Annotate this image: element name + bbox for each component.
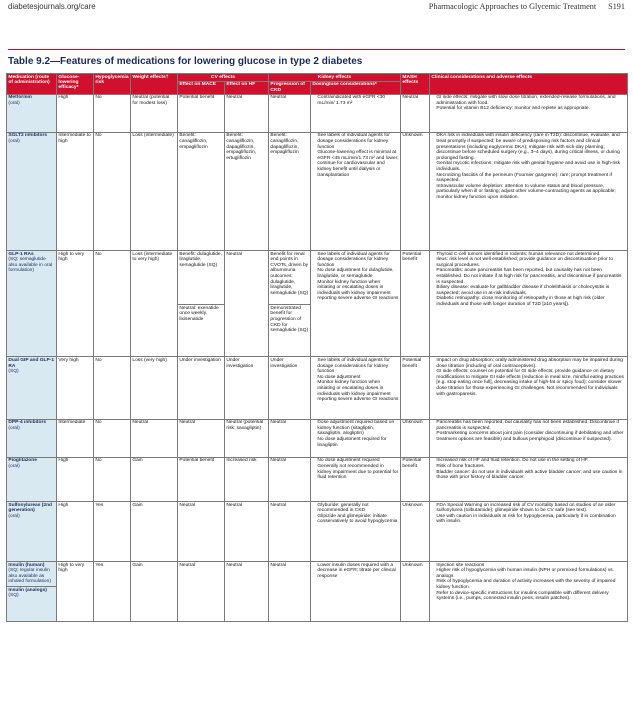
table-title: Table 9.2—Features of medications for lowering glucose in type 2 diabetes [8, 56, 363, 67]
medication-subrow [7, 586, 56, 599]
efficacy-cell: Intermediate to high [57, 132, 94, 250]
efficacy-cell: Very high [57, 357, 94, 419]
col-mace: Effect on MACE [178, 81, 225, 94]
col-mash: MASH effects [401, 74, 430, 95]
list-item: • Intravascular volume depletion: attention to volume status and blood pressure, particularly when ill or fasting; adjust other volume-contracting agents as applicable; monitor kidney function upon initiation. [436, 184, 625, 201]
medication-cell [7, 357, 57, 419]
hypoglycemia-cell: No [94, 357, 131, 419]
col-dosing: Dosing/use considerations* [311, 81, 401, 94]
hf-cell: Neutral [225, 562, 269, 622]
mace-cell: Benefit: dulaglutide, liraglutide, semaglutide (SQ) [178, 250, 225, 304]
table-row [7, 501, 628, 561]
hf-cell: Neutral (potential risk: saxagliptin) [225, 419, 269, 457]
medication-route: (SQ) [8, 593, 19, 599]
medication-cell [7, 457, 57, 501]
ckd-cell: Benefit for renal end points in CVOTs, driven by albuminuria outcomes: dulaglutide, liraglutide, semaglutide (SQ) [269, 250, 311, 304]
list-item: • See labels of individual agents for dosage considerations for kidney function [317, 133, 398, 150]
medication-route: (oral) [8, 138, 20, 144]
list-item: • Necrotizing fasciitis of the perineum (Fournier gangrene): rare; prompt treatment if suspected. [436, 173, 625, 184]
mash-cell: Unknown [401, 419, 430, 457]
col-group-kidney: Kidney effects [269, 74, 401, 82]
clinical-cell [430, 94, 628, 132]
list-item: • Diabetic retinopathy: close monitoring of retinopathy in those at high risk (older individuals and those with longer duration of T2D [≥10 years]). [436, 296, 625, 307]
ckd-cell: Benefit: canagliflozin, dapagliflozin, empagliflozin [269, 132, 311, 250]
medications-table-wrap [6, 73, 627, 622]
mash-cell: Potential benefit [401, 457, 430, 501]
clinical-cell [430, 357, 628, 419]
clinical-cell [430, 501, 628, 561]
medication-route: (SQ) [8, 369, 19, 375]
clinical-cell [430, 419, 628, 457]
list-item: • Postmarketing concerns about joint pain (consider discontinuing if debilitating and other treatment options are feasible) and bullous pemphigoid (discontinue if suspected). [436, 431, 625, 442]
mash-cell: Unknown [401, 562, 430, 622]
medication-cell [7, 94, 57, 132]
list-item: • Contraindicated with eGFR <30 mL/min/ 1.73 m² [317, 95, 398, 106]
medication-route: (oral) [8, 513, 20, 519]
title-rule [8, 49, 625, 50]
list-item: • FDA Special Warning on increased risk of CV mortality based on studies of an older sulfonylurea (tolbutamide); glimepiride shown to be CV safe (see text). [436, 503, 625, 514]
dosing-cell [311, 501, 401, 561]
list-item: • Impact on drug absorption: orally administered drug absorption may be impaired during dose titration (including of oral contraceptives). [436, 358, 625, 369]
dosing-cell [311, 250, 401, 356]
medications-table [6, 73, 628, 622]
list-item: • Thyroid C-cell tumors identified in rodents; human relevance not determined. [436, 252, 625, 258]
page-number: S191 [608, 2, 625, 11]
list-item: • Potential for vitamin B12 deficiency: monitor and replete as appropriate. [436, 106, 625, 112]
list-item: • Genital mycotic infections: mitigate risk with genital hygiene and avoid use in high-risk individuals. [436, 161, 625, 172]
hf-cell: Neutral [225, 501, 269, 561]
medication-cell [7, 132, 57, 250]
page-header [8, 2, 625, 14]
dosing-cell [311, 457, 401, 501]
list-item: • Bladder cancer: do not use in individuals with active bladder cancer, and use caution in those with prior history of bladder cancer. [436, 470, 625, 481]
medication-name: Pioglitazone [8, 458, 37, 464]
dosing-cell [311, 132, 401, 250]
ckd-cell: Demonstrated benefit for progression of CKD for semaglutide (SQ) [269, 305, 311, 357]
medication-cell [7, 250, 57, 356]
table-row [7, 94, 628, 132]
hf-cell: Under investigation [225, 357, 269, 419]
weight-cell: Gain [131, 562, 178, 622]
running-header [429, 2, 625, 11]
weight-cell: Neutral (potential for modest loss) [131, 94, 178, 132]
medication-cell [7, 419, 57, 457]
hypoglycemia-cell: Yes [94, 501, 131, 561]
hypoglycemia-cell: No [94, 94, 131, 132]
mace-cell: Neutral [178, 501, 225, 561]
table-row [7, 357, 628, 419]
table-row [7, 132, 628, 250]
chapter-title: Pharmacologic Approaches to Glycemic Treatment [428, 2, 597, 11]
mace-cell: Potential benefit [178, 457, 225, 501]
mash-cell: Unknown [401, 132, 430, 250]
hf-cell: Increased risk [225, 457, 269, 501]
medication-name: Metformin [8, 95, 32, 101]
list-item: • Pancreatitis: acute pancreatitis has been reported, but causality has not been established. Do not initiate if at high risk for pancreatitis, and discontinue if pancreatitis is suspected. [436, 268, 625, 285]
list-item: • Injection site reactions [436, 563, 625, 569]
list-item: • Risk of bone fractures. [436, 464, 625, 470]
list-item: • Biliary disease: evaluate for gallbladder disease if cholelithiasis or cholecystitis is suspected; avoid use in at-risk individuals. [436, 285, 625, 296]
mace-cell: Neutral [178, 419, 225, 457]
mace-cell: Benefit: canagliflozin, empagliflozin [178, 132, 225, 250]
list-item: • DKA risk in individuals with insulin deficiency (rare in T2D): discontinue, evaluate, and treat promptly if suspected; be aware of predisposing risk factors and clinical presentations (including euglycemic DKA); mitigate risk with sick-day planning; discontinue before scheduled surgery (e.g., 3–4 days), during critical illness, or during prolonged fasting. [436, 133, 625, 161]
weight-cell: Gain [131, 501, 178, 561]
clinical-cell [430, 562, 628, 622]
list-item: • GI side effects: mitigate with slow dose titration, extended-release formulations, and administration with food. [436, 95, 625, 106]
dosing-cell [311, 357, 401, 419]
weight-cell: Loss (intermediate to very high) [131, 250, 178, 356]
mace-cell: Potential benefit [178, 94, 225, 132]
ckd-cell: Neutral [269, 501, 311, 561]
medication-route: (oral) [8, 425, 20, 431]
hypoglycemia-cell: No [94, 457, 131, 501]
hypoglycemia-cell: Yes [94, 562, 131, 622]
clinical-cell [430, 457, 628, 501]
list-item: • Risk of hypoglycemia and duration of activity increases with the severity of impaired kidney function. [436, 579, 625, 590]
efficacy-cell: High [57, 457, 94, 501]
list-item: • Monitor kidney function when initiating or escalating doses in individuals with kidney impairment reporting severe adverse GI reactions [317, 380, 398, 402]
medication-name: Sulfonylureas (2nd generation) [8, 502, 52, 514]
list-item: • Higher risk of hypoglycemia with human insulin (NPH or premixed formulations) vs. analogs [436, 568, 625, 579]
hf-cell: Benefit: canagliflozin, dapagliflozin, empagliflozin, ertugliflozin [225, 132, 269, 250]
mace-cell: Neutral [178, 562, 225, 622]
weight-cell: Loss (very high) [131, 357, 178, 419]
ckd-cell: Under investigation [269, 357, 311, 419]
mash-cell: Potential benefit [401, 357, 430, 419]
medication-route: (oral) [8, 463, 20, 469]
medication-cell [7, 501, 57, 561]
medication-route: (SQ; regular insulin also available as inhaled formulation) [8, 568, 51, 585]
ckd-cell: Neutral [269, 457, 311, 501]
dosing-cell [311, 94, 401, 132]
ckd-cell: Neutral [269, 419, 311, 457]
efficacy-cell: Intermediate [57, 419, 94, 457]
col-group-cv: CV effects [178, 74, 269, 82]
table-row [7, 562, 628, 622]
list-item: • No dose adjustment for dulaglutide, liraglutide, or semaglutide [317, 268, 398, 279]
clinical-cell [430, 132, 628, 250]
list-item: • No dose adjustment required for linagliptin [317, 437, 398, 448]
col-hypoglycemia: Hypoglycemia risk [94, 74, 131, 95]
weight-cell: Loss (intermediate) [131, 132, 178, 250]
list-item: • No dose adjustment required [317, 458, 398, 464]
efficacy-cell: High to very high [57, 562, 94, 622]
mash-cell: Potential benefit [401, 250, 430, 356]
list-item: • Ileus: risk level is not well established; provide guidance on discontinuation prior to surgical procedures. [436, 257, 625, 268]
hf-cell: Neutral [225, 94, 269, 132]
hypoglycemia-cell: No [94, 132, 131, 250]
list-item: • Generally not recommended in kidney impairment due to potential for fluid retention [317, 464, 398, 481]
col-hf: Effect on HF [225, 81, 269, 94]
medication-name: Insulin (human) [8, 562, 45, 568]
hypoglycemia-cell: No [94, 250, 131, 356]
list-item: • Pancreatitis has been reported, but causality has not been established. Discontinue if pancreatitis is suspected. [436, 420, 625, 431]
medication-route: (SQ; semaglutide also available in oral formulation) [8, 257, 53, 274]
dosing-cell [311, 419, 401, 457]
table-row [7, 419, 628, 457]
medication-name: GLP-1 RAs [8, 251, 34, 257]
col-ckd: Progression of CKD [269, 81, 311, 94]
weight-cell: Neutral [131, 419, 178, 457]
medication-route: (oral) [8, 100, 20, 106]
list-item: • GI side effects: counsel on potential for GI side effects; provide guidance on dietary modifications to mitigate GI side effects (reduction in meal size, mindful eating practices [e.g. stop eating once full], decreasing intake of high-fat or spicy food); consider slower dose titration for those experiencing GI challenges. Not recommended for individuals with gastroparesis. [436, 369, 625, 397]
header-row-groups [7, 74, 628, 82]
medication-cell [7, 562, 57, 622]
medication-name: Insulin (analogs) [8, 587, 47, 593]
efficacy-cell: High to very high [57, 250, 94, 356]
mace-cell: Neutral: exenatide once weekly, lixisenatide [178, 305, 225, 357]
table-row [7, 250, 628, 304]
list-item: • See labels of individual agents for dosage considerations for kidney function [317, 252, 398, 269]
medication-name: Dual GIP and GLP-1 RA [8, 357, 55, 369]
list-item: • Glipizide and glimepiride: initiate conservatively to avoid hypoglycemia [317, 514, 398, 525]
mash-cell: Neutral [401, 94, 430, 132]
list-item: • Increased risk of HF and fluid retention. Do not use in the setting of HF. [436, 458, 625, 464]
ckd-cell: Neutral [269, 94, 311, 132]
list-item: • Lower insulin doses required with a decrease in eGFR; titrate per clinical response [317, 563, 398, 580]
efficacy-cell: High [57, 94, 94, 132]
medication-name: DPP-4 inhibitors [8, 420, 47, 426]
list-item: • See labels of individual agents for dosage considerations for kidney function [317, 358, 398, 375]
hypoglycemia-cell: No [94, 419, 131, 457]
col-clinical: Clinical considerations and adverse effects [430, 74, 628, 95]
mash-cell: Unknown [401, 501, 430, 561]
journal-url[interactable]: diabetesjournals.org/care [8, 2, 96, 11]
dosing-cell [311, 562, 401, 622]
list-item: • Monitor kidney function when initiating or escalating doses in individuals with kidney impairment reporting severe adverse GI reactions [317, 280, 398, 302]
medication-name: SGLT2 inhibitors [8, 133, 48, 139]
col-weight: Weight effects† [131, 74, 178, 95]
list-item: • Glucose-lowering effect is minimal at eGFR <45 mL/min/1.73 m² and lower; continue for cardiovascular and kidney benefit until dialysis or transplantation [317, 150, 398, 178]
hf-cell: Neutral [225, 250, 269, 356]
list-item: • Glyburide: generally not recommended in CKD [317, 503, 398, 514]
list-item: • Refer to device-specific instructions for insulins compatible with different delivery systems (i.e., pumps, connected insulin pens, insulin patches). [436, 591, 625, 602]
list-item: • Dose adjustment required based on kidney function (sitagliptin, saxagliptin, alogliptin) [317, 420, 398, 437]
weight-cell: Gain [131, 457, 178, 501]
efficacy-cell: High [57, 501, 94, 561]
table-row [7, 457, 628, 501]
col-efficacy: Glucose-lowering efficacy* [57, 74, 94, 95]
list-item: • No dose adjustment [317, 375, 398, 381]
mace-cell: Under investigation [178, 357, 225, 419]
col-medication: Medication (route of administration) [7, 74, 57, 95]
ckd-cell: Neutral [269, 562, 311, 622]
list-item: • Use with caution in individuals at risk for hypoglycemia, particularly if in combination with insulin. [436, 514, 625, 525]
clinical-cell [430, 250, 628, 356]
